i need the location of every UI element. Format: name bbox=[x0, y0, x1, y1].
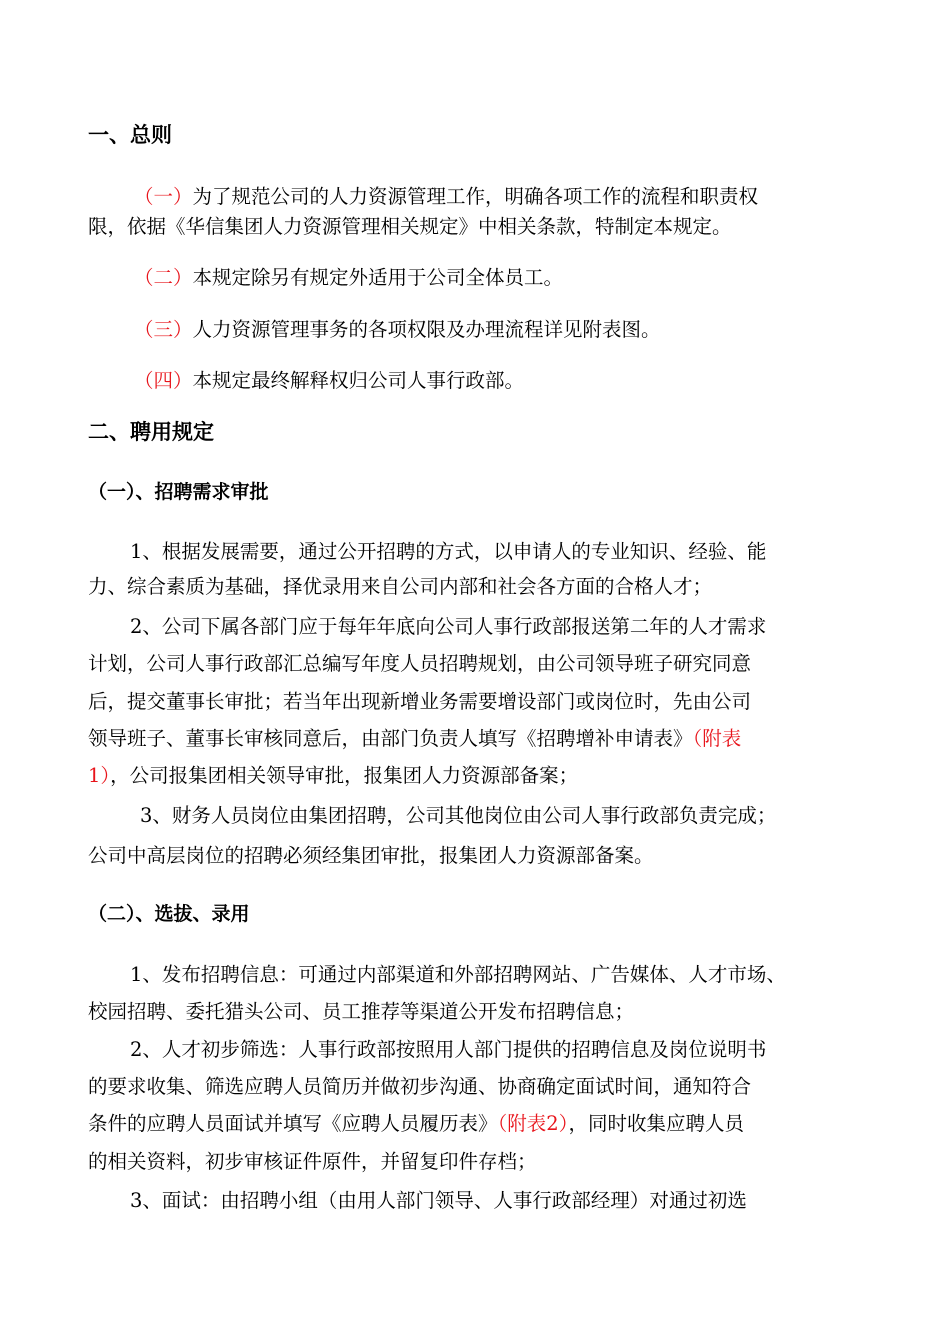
general-item-1-line-2: 限，依据《华信集团人力资源管理相关规定》中相关条款，特制定本规定。 bbox=[88, 215, 732, 238]
general-item-2: （二）本规定除另有规定外适用于公司全体员工。 bbox=[134, 266, 564, 289]
selection-p3-line-1: 3、面试：由招聘小组（由用人部门领导、人事行政部经理）对通过初选 bbox=[130, 1189, 747, 1212]
approval-p1-line-2: 力、综合素质为基础，择优录用来自公司内部和社会各方面的合格人才； bbox=[88, 575, 713, 598]
selection-p2-line-1: 2、人才初步筛选：人事行政部按照用人部门提供的招聘信息及岗位说明书 bbox=[130, 1038, 767, 1061]
selection-p1-line-2: 校园招聘、委托猎头公司、员工推荐等渠道公开发布招聘信息； bbox=[88, 1000, 635, 1023]
selection-p2-line-3: 条件的应聘人员面试并填写《应聘人员履历表》（附表2），同时收集应聘人员 bbox=[88, 1112, 744, 1135]
general-item-3: （三）人力资源管理事务的各项权限及办理流程详见附表图。 bbox=[134, 318, 661, 341]
subsection-heading-approval: （一）、招聘需求审批 bbox=[88, 481, 269, 503]
attachment-ref-2: （附表2） bbox=[497, 1112, 569, 1135]
selection-p1-line-1: 1、发布招聘信息：可通过内部渠道和外部招聘网站、广告媒体、人才市场、 bbox=[130, 963, 786, 986]
approval-p3-line-2: 公司中高层岗位的招聘必须经集团审批，报集团人力资源部备案。 bbox=[88, 844, 654, 867]
item-marker: （二） bbox=[134, 266, 193, 289]
selection-p2-line-2: 的要求收集、筛选应聘人员简历并做初步沟通、协商确定面试时间，通知符合 bbox=[88, 1075, 752, 1098]
section-heading-hiring: 二、聘用规定 bbox=[88, 420, 214, 444]
approval-p3-line-1: 3、财务人员岗位由集团招聘，公司其他岗位由公司人事行政部负责完成； bbox=[140, 804, 777, 827]
general-item-4: （四）本规定最终解释权归公司人事行政部。 bbox=[134, 369, 525, 392]
selection-p2-line-4: 的相关资料，初步审核证件原件，并留复印件存档； bbox=[88, 1150, 537, 1173]
attachment-ref-1-num: 1） bbox=[88, 764, 111, 787]
section-heading-general: 一、总则 bbox=[88, 123, 172, 147]
approval-p2-line-1: 2、公司下属各部门应于每年年底向公司人事行政部报送第二年的人才需求 bbox=[130, 615, 767, 638]
item-marker: （一） bbox=[134, 185, 193, 208]
subsection-heading-selection: （二）、选拔、录用 bbox=[88, 903, 250, 925]
approval-p2-line-3: 后，提交董事长审批；若当年出现新增业务需要增设部门或岗位时，先由公司 bbox=[88, 690, 752, 713]
item-marker: （三） bbox=[134, 318, 193, 341]
approval-p2-line-5: 1），公司报集团相关领导审批，报集团人力资源部备案； bbox=[88, 764, 579, 787]
approval-p1-line-1: 1、根据发展需要，通过公开招聘的方式，以申请人的专业知识、经验、能 bbox=[130, 540, 767, 563]
approval-p2-line-2: 计划，公司人事行政部汇总编写年度人员招聘规划，由公司领导班子研究同意 bbox=[88, 652, 752, 675]
item-marker: （四） bbox=[134, 369, 193, 392]
attachment-ref-1: （附表 bbox=[692, 727, 742, 750]
approval-p2-line-4: 领导班子、董事长审核同意后，由部门负责人填写《招聘增补申请表》（附表 bbox=[88, 727, 742, 750]
general-item-1-line-1: （一）为了规范公司的人力资源管理工作，明确各项工作的流程和职责权 bbox=[134, 185, 759, 208]
